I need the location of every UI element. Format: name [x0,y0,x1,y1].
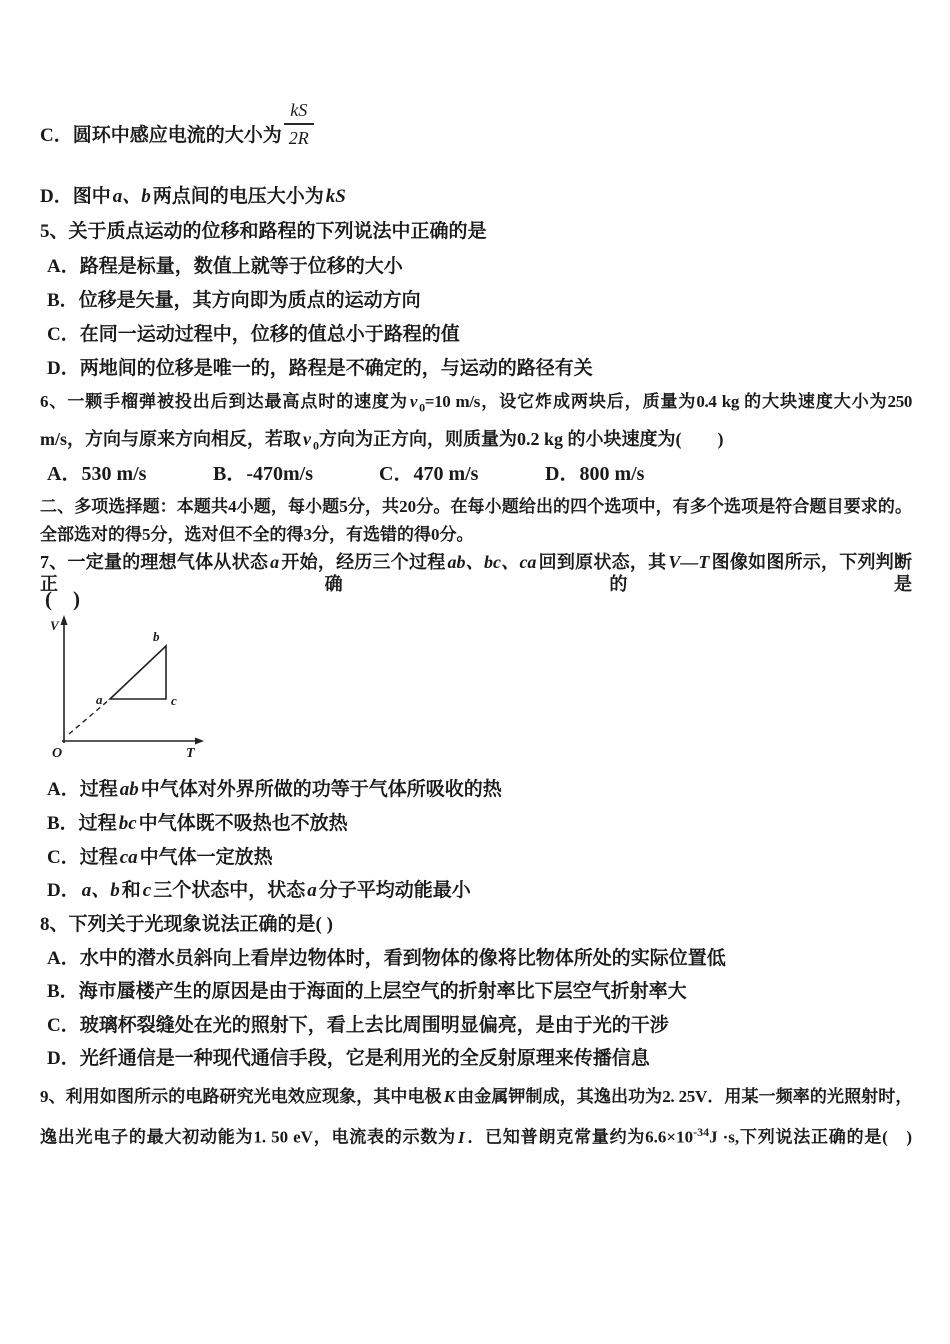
q7-var-processes: ab、bc、ca [447,552,537,572]
q7-option-d-mid1: 和 [121,880,141,901]
q6-stem-line2 [40,429,912,453]
q7-option-d-var1: a、b [81,880,120,901]
q7-option-a-post: 中气体对外界所做的功等于气体所吸收的热 [140,779,502,800]
q7-option-d [47,880,919,903]
q6-option-c: C．470 m/s [379,463,479,485]
cycle-triangle [110,646,166,699]
q9-line1-post: 由金属钾制成，其逸出功为2. 25V．用某一频率的光照射时， [456,1087,912,1106]
q4-option-d [40,186,912,209]
q4-option-c-text: C．圆环中感应电流的大小为 [40,125,282,147]
q7-option-d-end: 分子平均动能最小 [318,880,471,901]
v-axis-label: V [50,618,59,633]
q9-line1-pre: 9、利用如图所示的电路研究光电效应现象，其中电极 [40,1087,442,1106]
q9-line2-mid: ．已知普朗克常量约为6.6×10 [466,1127,694,1147]
q6-option-b: B．-470m/s [213,463,313,485]
q7-option-d-var2: c [142,880,152,901]
q4-option-c [40,99,912,148]
section2-header-line1: 二、多项选择题：本题共4小题，每小题5分，共20分。在每小题给出的四个选项中，有多个选项是符合题目要求的。 [40,497,912,516]
q9-electrode-k: K [443,1087,455,1106]
q7-option-a [47,779,919,802]
q4-option-d-pre: D．图中 [40,186,111,207]
q7-option-b-post: 中气体既不吸热也不放热 [138,813,348,834]
point-c-label: c [171,693,177,708]
q9-line2-end: J ·s,下列说法正确的是( ) [709,1127,913,1147]
q6-stem-line1-pre: 6、一颗手榴弹被投出后到达最高点时的速度为 [40,392,408,411]
q9-current-i: I [457,1127,465,1147]
q7-option-b-pre: B．过程 [47,813,117,834]
q7-stem-s4: 图像如图所示，下列判断正确的是 [40,552,913,594]
q6-v0-subscript-2: 0 [313,438,319,453]
q7-stem-s2: 开始，经历三个过程 [281,552,446,572]
q7-option-a-pre: A．过程 [47,779,118,800]
q7-option-b [47,813,919,836]
q8-option-d: D．光纤通信是一种现代通信手段，它是利用光的全反射原理来传播信息 [47,1048,650,1069]
fraction-numerator: kS [290,100,308,120]
q6-v0-symbol-2: v [303,429,311,449]
point-b-label: b [153,629,160,644]
q6-stem-line2-post: 方向为正方向，则质量为0.2 kg 的小块速度为( ) [319,429,724,449]
q7-option-c-pre: C．过程 [47,847,118,868]
point-a-label: a [96,692,103,707]
q6-options-row [47,462,919,486]
q7-stem-s1: 7、一定量的理想气体从状态 [40,552,269,572]
q7-option-c-post: 中气体一定放热 [139,847,273,868]
q5-option-c: C．在同一运动过程中，位移的值总小于路程的值 [47,324,460,345]
q5-option-a: A．路程是标量，数值上就等于位移的大小 [47,256,403,277]
q9-exponent: -34 [693,1125,710,1139]
q6-stem-line1-post: =10 m/s，设它炸成两块后，质量为0.4 kg 的大块速度大小为250 [424,392,912,411]
q7-answer-parens: ( ) [45,587,80,611]
q8-option-c: C．玻璃杯裂缝处在光的照射下，看上去比周围明显偏亮，是由于光的干涉 [47,1015,669,1036]
q7-option-c-var: ca [119,847,138,868]
fraction-denominator: 2R [284,123,314,148]
q6-v0-symbol: v [409,392,418,411]
vt-diagram-svg [44,613,216,765]
dashed-extension-line [69,699,110,734]
q5-stem: 5、关于质点运动的位移和路程的下列说法中正确的是 [40,221,487,242]
q8-option-b: B．海市蜃楼产生的原因是由于海面的上层空气的折射率比下层空气折射率大 [47,981,687,1002]
q7-option-d-pre: D． [47,880,80,901]
q9-line2-pre: 逸出光电子的最大初动能为1. 50 eV，电流表的示数为 [40,1127,456,1147]
q4-option-d-var2: kS [325,186,346,207]
vt-diagram [44,613,216,770]
q8-option-a: A．水中的潜水员斜向上看岸边物体时，看到物体的像将比物体所处的实际位置低 [47,948,726,969]
q6-stem-line1 [40,392,912,415]
q8-stem: 8、下列关于光现象说法正确的是( ) [40,914,333,935]
t-axis-arrow-icon [195,738,204,745]
v-axis-arrow-icon [61,615,68,625]
origin-label: O [52,746,63,761]
q9-stem-line1 [40,1087,912,1107]
q6-option-d: D．800 m/s [545,463,645,485]
q7-option-c [47,847,919,870]
q7-option-a-var: ab [119,779,139,800]
q7-var-a: a [270,552,280,572]
q7-option-d-var3: a [307,880,317,901]
q5-option-d: D．两地间的位移是唯一的，路程是不确定的，与运动的路径有关 [47,358,593,379]
q4-option-d-var1: a、b [112,186,151,207]
q6-v0-subscript: 0 [419,400,425,415]
q7-var-vt: V—T [668,552,710,572]
q4-option-d-mid: 两点间的电压大小为 [152,186,324,207]
q7-option-d-mid2: 三个状态中，状态 [153,880,306,901]
fraction-kS-over-2R [284,99,314,148]
q6-stem-line2-pre: m/s，方向与原来方向相反，若取 [40,429,301,449]
q5-option-b: B．位移是矢量，其方向即为质点的运动方向 [47,290,421,311]
q6-option-a: A．530 m/s [47,463,147,485]
q7-option-b-var: bc [118,813,137,834]
section2-header-line2: 全部选对的得5分，选对但不全的得3分，有选错的得0分。 [40,525,474,544]
q7-stem-s3: 回到原状态，其 [538,552,667,572]
t-axis-label: T [186,746,195,761]
q9-stem-line2 [40,1125,912,1148]
